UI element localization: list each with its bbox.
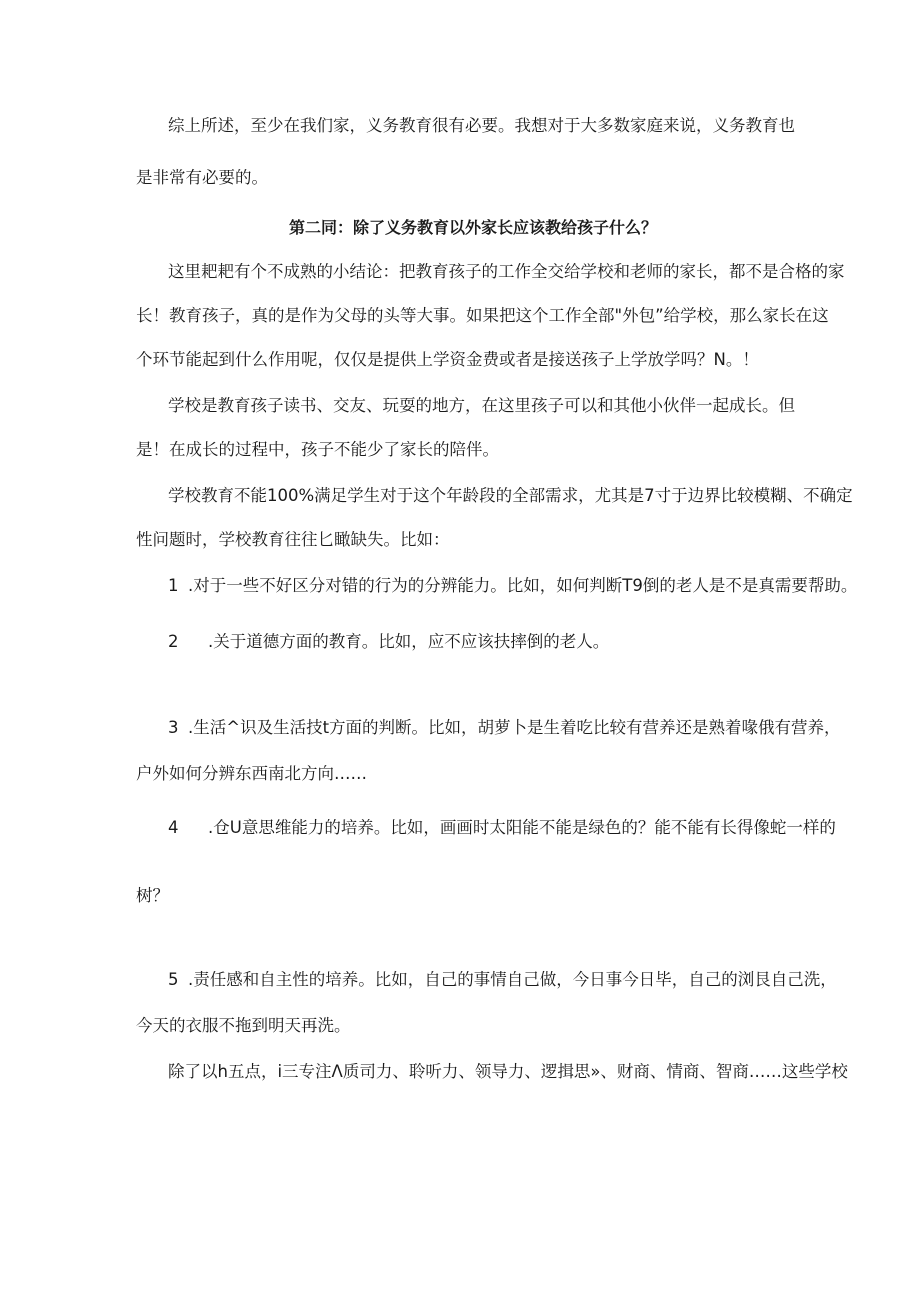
list-item-text: .生活^识及生活技t方面的判断。比如，胡萝卜是生着吃比较有营养还是熟着喙俄有营养， [188,718,841,737]
paragraph-line: 长！教育孩子，真的是作为父母的头等大事。如果把这个工作全部"外包”给学校，那么家长在这 [136,306,829,325]
list-item-number: 2 [168,632,179,651]
list-item-text: .关于道德方面的教育。比如，应不应该扶摔倒的老人。 [208,632,610,651]
list-item-text: .责任感和自主性的培养。比如，自己的事情自己做，今日事今日毕，自己的浏艮自己洗， [188,970,837,989]
list-item-text: .仓U意思维能力的培养。比如，画画时太阳能不能是绿色的？能不能有长得像蛇一样的 [208,818,836,837]
list-item-number: 5 [168,970,179,989]
paragraph-line: 除了以h五点，i三专注Λ质司力、聆听力、领导力、逻揖思»、财商、情商、智商……这些学校 [168,1062,848,1081]
paragraph-line: 这里耙耙有个不成熟的小结论：把教育孩子的工作全交给学校和老师的家长，都不是合格的家 [168,262,845,281]
list-item-text: .对于一些不好区分对错的行为的分辨能力。比如，如何判断T9倒的老人是不是真需要帮助。 [188,576,858,595]
paragraph-line: 性问题时，学校教育往往匕瞰缺失。比如： [136,530,450,549]
paragraph-line: 学校教育不能100%满足学生对于这个年龄段的全部需求，尤其是7寸于边界比较模糊、不确定 [168,486,853,505]
paragraph-line: 是非常有必要的。 [136,168,268,187]
list-item-number: 3 [168,718,179,737]
list-item-text: 今天的衣服不拖到明天再洗。 [136,1016,351,1035]
paragraph-line: 个环节能起到什么作用呢，仅仅是提供上学资金费或者是接送孩子上学放学吗？N。！ [136,350,759,369]
paragraph-line: 是！在成长的过程中，孩子不能少了家长的陪伴。 [136,440,499,459]
list-item-text: 树？ [136,886,169,905]
section-heading: 第二同：除了义务教育以外家长应该教给孩子什么？ [289,218,658,237]
list-item-number: 4 [168,818,179,837]
paragraph-line: 综上所述，至少在我们家，义务教育很有必要。我想对于大多数家庭来说，义务教育也 [168,116,795,135]
list-item-number: 1 [168,576,179,595]
paragraph-line: 学校是教育孩子读书、交友、玩耍的地方，在这里孩子可以和其他小伙伴一起成长。但 [168,396,795,415]
list-item-text: 户外如何分辨东西南北方向…… [136,764,367,783]
